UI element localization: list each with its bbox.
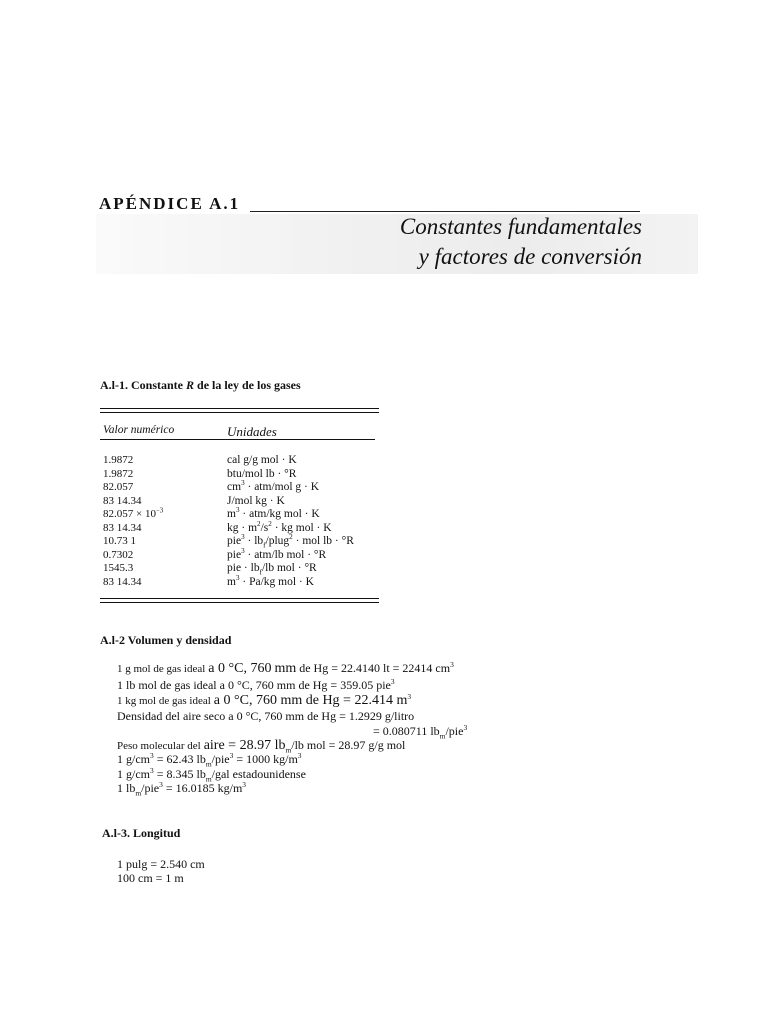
table-unit: cal g/g mol · K (227, 454, 297, 466)
table-unit: $pie^3 \cdot lb_f/plug^2$ · mol lb · °R (227, 533, 354, 550)
appendix-label: APÉNDICE A.1 (99, 194, 241, 213)
appendix-title-line2: y factores de conversión (418, 244, 642, 269)
volume-line-7: 1 $g/cm^3 = 62.43$ $lb_m/pie^3 = 1000$ $kg/m^3$ (117, 751, 302, 769)
table-value-column (103, 454, 163, 589)
table-unit: J/mol kg · K (227, 494, 285, 507)
table-unit: pie$^3$ · atm/lb mol · °R (227, 546, 327, 561)
table-unit: $cm^3 \cdot atm/mol$ g · K (227, 479, 320, 493)
table-value: 82.057 (103, 481, 134, 493)
table-bottom-rule-2 (100, 602, 379, 603)
table-value: 83 14.34 (103, 575, 142, 588)
table-unit: kg · $m^2/s^2$ · kg mol · K (227, 519, 332, 534)
section-heading-gas-constant: A.l-1. Constante R de la ley de los gases (100, 378, 301, 392)
table-header-value: Valor numérico (103, 424, 175, 436)
volume-line-5: = 0.080711 $lb_m/pie^3$ (373, 723, 468, 741)
table-value: 83 14.34 (103, 494, 142, 507)
table-top-rule-2 (100, 412, 379, 413)
volume-line-1: 1 g mol de gas ideal a 0 °C, 760 mm de Hg = 22.4140 lt = 22414 $cm^3$ (117, 660, 454, 676)
table-value: 1.9872 (103, 467, 134, 480)
volume-line-3: 1 kg mol de gas ideal a 0 °C, 760 mm de Hg = 22.414 $m^3$ (117, 692, 412, 708)
volume-line-2: 1 lb mol de gas ideal a 0 °C, 760 mm de Hg = 359.05 pie$^3$ (117, 677, 395, 692)
table-bottom-rule-1 (100, 598, 379, 599)
table-unit: btu/mol lb · °R (227, 467, 297, 480)
table-units-column (227, 454, 354, 589)
table-value: 0.7302 (103, 548, 134, 561)
table-unit: $m^3 \cdot Pa/kg$ mol · K (227, 573, 314, 588)
table-value: 1.9872 (103, 454, 134, 466)
section-heading-volume-density: A.l-2 Volumen y densidad (100, 633, 232, 647)
table-header-units: Unidades (227, 424, 277, 439)
table-unit: $m^3 \cdot atm/kg$ mol · K (227, 506, 320, 520)
volume-line-9: 1 $lb_m/pie^3 = 16.0185$ $kg/m^3$ (117, 780, 247, 798)
volume-line-8: 1 $g/cm^3 = 8.345$ $lb_m$/gal estadounidense (117, 766, 306, 784)
section-heading-length: A.l-3. Longitud (102, 826, 181, 840)
table-value: $82.057 \times 10^{-3}$ (103, 507, 164, 520)
table-value: 83 14.34 (103, 521, 142, 534)
table-unit: pie · $lb_f/lb$ mol · °R (227, 562, 317, 577)
length-line-1: 1 pulg = 2.540 cm (117, 857, 205, 871)
volume-line-4: Densidad del aire seco a 0 °C, 760 mm de Hg = 1.2929 g/litro (117, 709, 415, 723)
volume-line-6: Peso molecular del aire = 28.97 $lb_m/lb$ mol = 28.97 g/g mol (117, 738, 406, 755)
appendix-title-line1: Constantes fundamentales (399, 214, 642, 239)
table-top-rule-1 (100, 408, 379, 409)
length-line-2: 100 cm = 1 m (117, 871, 184, 885)
table-value: 10.73 1 (103, 535, 136, 547)
appendix-title (400, 212, 642, 272)
table-value: 1545.3 (103, 562, 134, 574)
